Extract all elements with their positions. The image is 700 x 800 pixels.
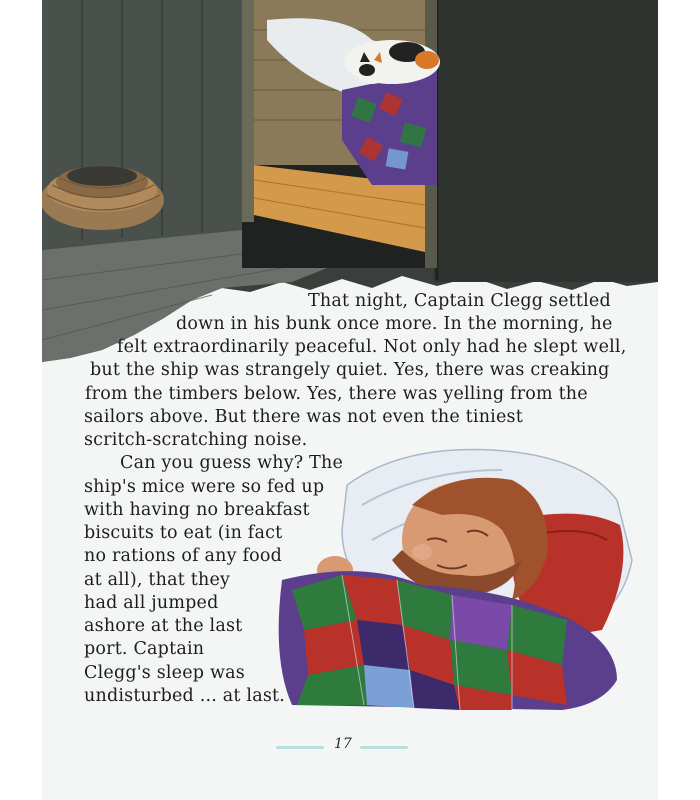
story-line: biscuits to eat (in fact: [84, 523, 283, 543]
story-line: at all), that they: [84, 570, 231, 590]
story-line: had all jumped: [84, 593, 219, 613]
book-page: [42, 0, 658, 800]
story-text: [42, 0, 658, 800]
story-line: with having no breakfast: [84, 500, 310, 520]
story-line: undisturbed ... at last.: [84, 686, 285, 706]
story-line: down in his bunk once more. In the morning, he: [176, 314, 613, 334]
story-line: ship's mice were so fed up: [84, 477, 325, 497]
story-line: but the ship was strangely quiet. Yes, there was creaking: [90, 360, 610, 380]
story-line: Clegg's sleep was: [84, 663, 245, 683]
story-line: ashore at the last: [84, 616, 243, 636]
story-line: scritch-scratching noise.: [84, 430, 308, 450]
page-number: 17: [334, 736, 352, 752]
story-line: felt extraordinarily peaceful. Not only had he slept well,: [117, 337, 627, 357]
folio-rule-left: [276, 746, 324, 749]
story-line: Can you guess why? The: [120, 453, 344, 473]
page-footer: [42, 736, 658, 758]
story-line: no rations of any food: [84, 546, 283, 566]
story-line: from the timbers below. Yes, there was yelling from the: [85, 384, 588, 404]
folio-rule-right: [360, 746, 408, 749]
story-line: That night, Captain Clegg settled: [308, 291, 611, 311]
story-line: sailors above. But there was not even the tiniest: [84, 407, 523, 427]
story-line: port. Captain: [84, 639, 205, 659]
